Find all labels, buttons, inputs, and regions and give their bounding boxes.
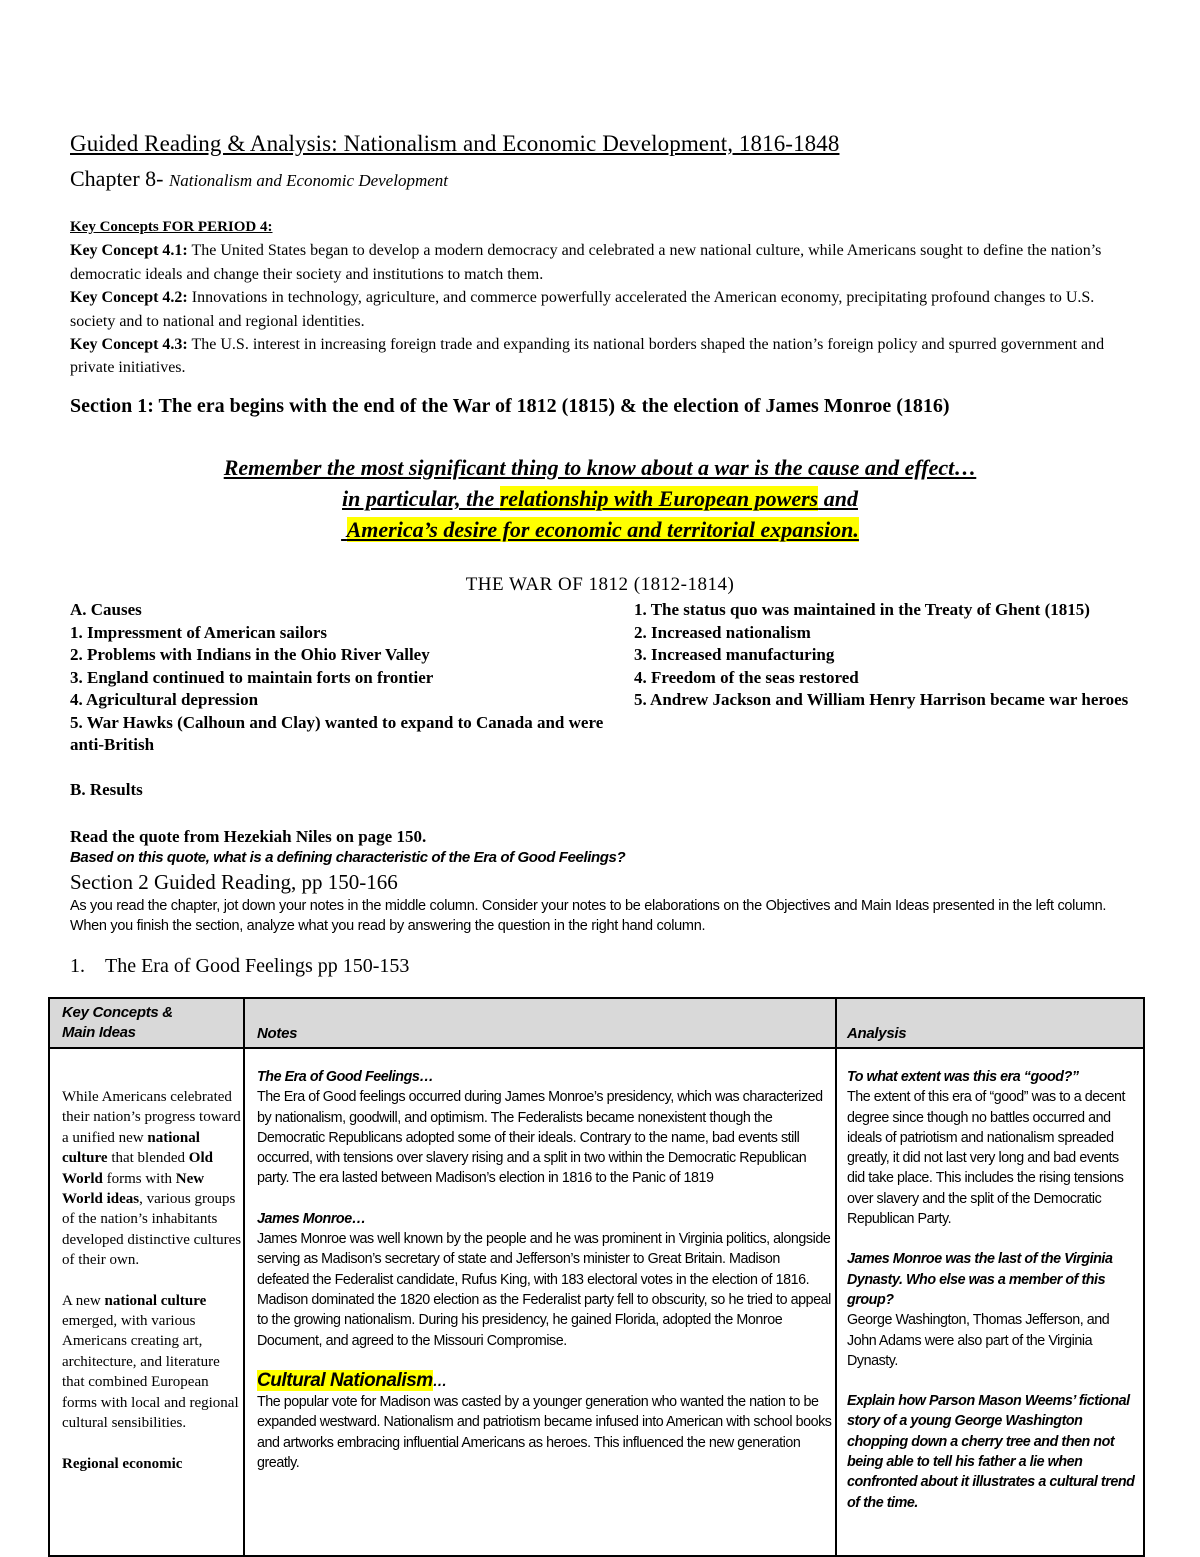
key-concept-item (70, 239, 1130, 286)
bold-term: Old World (62, 1150, 213, 1187)
page-title: Guided Reading & Analysis: Nationalism and Economic Development, 1816-1848 (70, 131, 840, 156)
cause-item: 1. Impressment of American sailors (70, 622, 328, 642)
key-concept-text: The U.S. interest in increasing foreign trade and expanding its national borders shaped the nation’s foreign policy and spurred government and private initiatives. (70, 336, 1105, 377)
war-title: THE WAR OF 1812 (1812-1814) (465, 574, 735, 595)
results-heading: B. Results (70, 780, 143, 799)
analysis-answer: The extent of this era of “good” was to a decent degree since though no battles occurred and ideals of patriotism and nationalism spreaded greatly, it did not last very long and bad events did take place. This includes the rising tensions over slavery and the split of the Democratic Republican Party. (847, 1089, 1126, 1228)
header-key-concepts (62, 1003, 237, 1043)
header-notes: Notes (257, 1025, 298, 1042)
remember-line2-post: and (818, 486, 858, 511)
notes-paragraph (257, 1371, 835, 1473)
column-divider (835, 999, 837, 1555)
results-list (634, 599, 1134, 712)
causes-heading: A. Causes (70, 600, 142, 619)
notes-subheading-highlighted: Cultural Nationalism (257, 1369, 433, 1391)
chapter-heading (70, 166, 448, 192)
result-item: 5. Andrew Jackson and William Henry Harrison became war heroes (634, 690, 1129, 709)
text-run: While Americans celebrated their nation’s progress toward a unified new (62, 1089, 241, 1146)
section2-heading: Section 2 Guided Reading, pp 150-166 (70, 870, 398, 894)
bold-term: national culture (104, 1292, 207, 1309)
chapter-subtitle: Nationalism and Economic Development (168, 171, 448, 190)
text-run: A new (62, 1292, 105, 1309)
notes-text: The Era of Good feelings occurred during James Monroe’s presidency, which was characterized by nationalism, goodwill, and optimism. The Federalists became nonexistent though the Democratic Republicans adopted some of their ideals. Contrary to the name, bad events still occurred, with tensions over slavery rising and a split in two within the Democratic Republican party. The era lasted between Madison’s election in 1816 to the Panic of 1819 (257, 1089, 823, 1187)
guided-reading-table (48, 997, 1145, 1557)
notes-subheading: James Monroe… (257, 1210, 366, 1227)
main-idea-paragraph (62, 1454, 242, 1474)
column-divider (243, 999, 245, 1555)
result-item: 3. Increased manufacturing (634, 645, 835, 664)
notes-column (257, 1067, 835, 1493)
cause-item: 2. Problems with Indians in the Ohio River Valley (70, 645, 430, 664)
analysis-paragraph (847, 1391, 1139, 1513)
key-concept-label: Key Concept 4.1: (70, 242, 188, 260)
remember-line2-pre: in particular, the (342, 486, 500, 511)
section1-heading: Section 1: The era begins with the end of the War of 1812 (1815) & the election of James Monroe (1816) (70, 395, 950, 417)
notes-text: The popular vote for Madison was casted by a younger generation who wanted the nation to be expanded westward. Nationalism and patriotism became infused into American with school books and artworks embracing influential Americans as heroes. This influenced the new generation greatly. (257, 1394, 832, 1472)
analysis-paragraph (847, 1249, 1139, 1371)
key-concepts-block (70, 216, 1130, 380)
key-concepts-column (62, 1087, 242, 1494)
cause-item: 4. Agricultural depression (70, 690, 259, 709)
result-item: 4. Freedom of the seas restored (634, 667, 859, 687)
notes-text: James Monroe was well known by the people and he was prominent in Virginia politics, alongside serving as Madison’s secretary of state and Jefferson’s minister to Great Britain. Madison defeated the Federalist candidate, Rufus King, with 183 electoral votes in the election of 1816. Madison dominated the 1820 election as the Federalist party fell to obscurity, so he tried to appeal to the growing nationalism. During his presidency, he gained Florida, adopted the Monroe Document, and agreed to the Missouri Compromise. (257, 1231, 831, 1349)
list-item-title: The Era of Good Feelings pp 150-153 (105, 955, 410, 977)
cause-item: 5. War Hawks (Calhoun and Clay) wanted to expand to Canada and were anti-British (70, 712, 604, 754)
bold-term: Regional economic (62, 1455, 183, 1472)
remember-callout (0, 452, 1200, 545)
header-key-concepts-line1: Key Concepts & (62, 1004, 173, 1021)
text-run: emerged, with various Americans creating art, architecture, and literature that combined European forms with local and regional cultural sensibilities. (62, 1313, 239, 1432)
key-concept-label: Key Concept 4.2: (70, 289, 188, 307)
key-concept-item (70, 286, 1130, 333)
bold-term: New World ideas (62, 1170, 205, 1208)
result-item: 1. The status quo was maintained in the Treaty of Ghent (1815) (634, 600, 1090, 619)
main-idea-paragraph (62, 1291, 242, 1434)
remember-highlight-expansion: America’s desire for economic and territorial expansion. (346, 517, 859, 542)
remember-highlight-european: relationship with European powers (499, 486, 819, 511)
notes-subheading-suffix: … (432, 1373, 447, 1390)
bold-term: national culture (62, 1129, 200, 1167)
chapter-label: Chapter 8- (70, 166, 164, 191)
text-run: forms with (102, 1170, 176, 1187)
remember-line1: Remember the most significant thing to know about a war is the cause and effect… (223, 455, 977, 480)
header-analysis: Analysis (847, 1025, 907, 1042)
header-key-concepts-line2: Main Ideas (62, 1024, 136, 1041)
analysis-column (847, 1067, 1139, 1533)
notes-paragraph (257, 1209, 835, 1351)
key-concepts-heading: Key Concepts FOR PERIOD 4: (70, 219, 273, 235)
causes-list (70, 599, 610, 757)
analysis-question: James Monroe was the last of the Virginia Dynasty. Who else was a member of this group? (847, 1251, 1113, 1308)
analysis-question: To what extent was this era “good?” (847, 1069, 1079, 1085)
list-number: 1. (70, 955, 85, 977)
key-concept-item (70, 333, 1130, 380)
remember-line2 (0, 483, 1200, 514)
text-run: , various groups of the nation’s inhabitants developed distinctive cultures of their own. (62, 1191, 242, 1269)
quote-instruction: Read the quote from Hezekiah Niles on page 150. (70, 827, 427, 846)
remember-line3 (0, 514, 1200, 545)
section2-description: As you read the chapter, jot down your notes in the middle column. Consider your notes to be elaborations on the Objectives and Main Ideas presented in the left column. When you finish the section, analyze what you read by answering the question in the right hand column. (70, 898, 1107, 934)
text-run: that blended (107, 1150, 189, 1167)
result-item: 2. Increased nationalism (634, 622, 811, 642)
main-idea-paragraph (62, 1087, 242, 1271)
notes-subheading: The Era of Good Feelings… (257, 1069, 434, 1085)
analysis-answer: George Washington, Thomas Jefferson, and John Adams were also part of the Virginia Dynasty. (847, 1312, 1110, 1369)
quote-question: Based on this quote, what is a defining characteristic of the Era of Good Feelings? (70, 849, 626, 866)
key-concept-text: Innovations in technology, agriculture, and commerce powerfully accelerated the American economy, precipitating profound changes to U.S. society and to national and regional identities. (70, 289, 1095, 330)
analysis-paragraph (847, 1067, 1139, 1229)
cause-item: 3. England continued to maintain forts on frontier (70, 667, 434, 687)
key-concept-label: Key Concept 4.3: (70, 336, 188, 354)
analysis-question: Explain how Parson Mason Weems’ fictional story of a young George Washington chopping down a cherry tree and then not being able to tell his father a lie when confronted about it illustrates a cultural trend of the time. (847, 1393, 1135, 1511)
section2-list-item (70, 955, 409, 978)
notes-paragraph (257, 1067, 835, 1189)
key-concept-text: The United States began to develop a modern democracy and celebrated a new national culture, while Americans sought to define the nation’s democratic ideals and change their society and institutions to match them. (70, 242, 1102, 283)
